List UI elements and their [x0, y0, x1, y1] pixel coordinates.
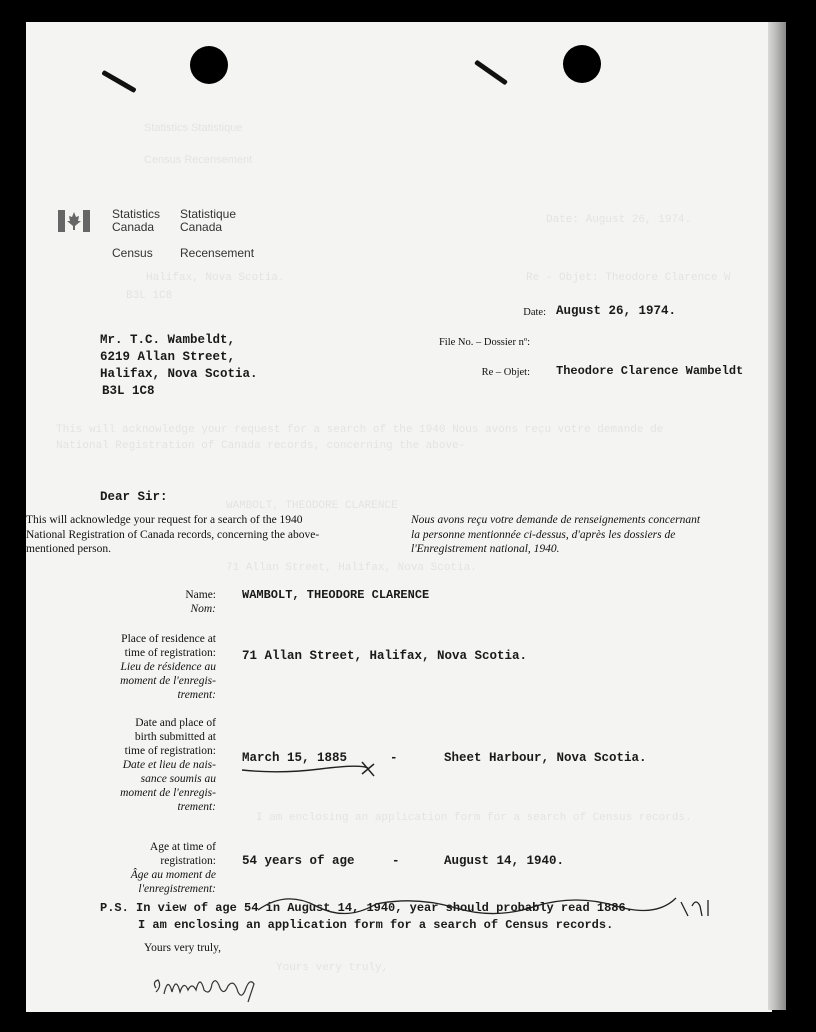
birth-label [46, 716, 216, 814]
staple-mark-left [101, 70, 136, 93]
letterhead-en-line3: Census [112, 246, 153, 260]
name-label [66, 588, 216, 616]
handwritten-signature-icon [150, 966, 280, 1006]
residence-label-en: time of registration: [124, 647, 216, 659]
birth-label-en: time of registration: [124, 745, 216, 757]
intro-french [411, 513, 751, 557]
intro-fr-line: Nous avons reçu votre demande de renseignements concernant [411, 514, 701, 526]
postscript-line1: P.S. In view of age 54 in August 14, 1940, year should probably read 1886. [100, 901, 633, 915]
residence-label-fr: trement: [177, 689, 216, 701]
birth-label-fr: moment de l'enregis- [120, 787, 216, 799]
residence-label [46, 632, 216, 702]
re-label: Re – Objet: [481, 367, 530, 378]
staple-mark-right [474, 60, 508, 86]
recipient-line1: Mr. T.C. Wambeldt, [100, 333, 236, 347]
birth-date-value: March 15, 1885 [242, 751, 348, 765]
name-label-en: Name: [185, 589, 216, 601]
page-stack-edge [768, 22, 786, 1010]
salutation: Dear Sir: [100, 490, 168, 504]
canada-flag-icon [58, 210, 90, 232]
age-value: 54 years of age [242, 854, 355, 868]
residence-label-fr: moment de l'enregis- [120, 675, 216, 687]
letterhead-fr-line1: Statistique [180, 207, 237, 221]
age-dash: - [392, 854, 400, 868]
closing: Yours very truly, [144, 942, 221, 954]
birth-label-fr: sance soumis au [140, 773, 216, 785]
age-label-fr: Âge au moment de [130, 869, 216, 881]
birth-label-en: birth submitted at [134, 731, 216, 743]
intro-fr-line: la personne mentionnée ci-dessus, d'après les dossiers de [411, 528, 676, 541]
letterhead-fr-line2: Canada [180, 220, 223, 234]
handwritten-scribble-mark [256, 888, 716, 928]
letterhead-fr-line3: Recensement [180, 246, 255, 260]
birth-dash: - [390, 751, 398, 765]
intro-en-line: National Registration of Canada records, concerning the above- [26, 528, 320, 541]
recipient-line4: B3L 1C8 [102, 384, 155, 398]
birth-place-value: Sheet Harbour, Nova Scotia. [444, 751, 647, 765]
postscript-line2: I am enclosing an application form for a search of Census records. [138, 918, 614, 932]
intro-fr-line: l'Enregistrement national, 1940. [411, 543, 560, 555]
letterhead-en-line2: Canada [112, 220, 155, 234]
recipient-line2: 6219 Allan Street, [100, 350, 236, 364]
letterhead-en-line1: Statistics [112, 207, 161, 221]
age-label-fr: l'enregistrement: [138, 883, 216, 895]
birth-label-fr: Date et lieu de nais- [122, 759, 216, 771]
residence-label-fr: Lieu de résidence au [120, 661, 216, 673]
recipient-line3: Halifax, Nova Scotia. [100, 367, 258, 381]
name-value: WAMBOLT, THEODORE CLARENCE [242, 588, 430, 602]
age-date-value: August 14, 1940. [444, 854, 565, 868]
handwritten-underline-mark [240, 758, 390, 782]
age-label-en: Age at time of [149, 841, 216, 853]
recipient-address [100, 332, 258, 400]
intro-en-line: mentioned person. [26, 543, 111, 555]
birth-label-en: Date and place of [135, 717, 216, 729]
binder-hole-left [190, 46, 228, 84]
re-value: Theodore Clarence Wambeldt [556, 364, 744, 378]
age-label [46, 840, 216, 896]
date-value: August 26, 1974. [556, 304, 677, 318]
intro-english [26, 513, 396, 557]
name-label-fr: Nom: [190, 603, 216, 615]
file-number-label: File No. – Dossier nº: [438, 337, 530, 348]
letterhead [58, 208, 318, 268]
residence-value: 71 Allan Street, Halifax, Nova Scotia. [242, 649, 528, 663]
age-label-en: registration: [160, 855, 216, 867]
birth-label-fr: trement: [177, 801, 216, 813]
binder-hole-right [563, 45, 601, 83]
intro-en-line: This will acknowledge your request for a search of the 1940 [26, 514, 303, 526]
date-label: Date: [523, 307, 546, 318]
residence-label-en: Place of residence at [121, 633, 216, 645]
letter-page: Statistics Statistique Census Recensement Date: August 26, 1974. Halifax, Nova Scotia. B3L 1C8 Re - Objet: Theodore Clarence W This will acknowledge your request for a search of the 1940 Nous avons reçu votre demande de National Registration of Canada records, concerning the above- WAMBOLT, THEODORE CLARENCE 71 Allan Street, Halifax, Nova Scotia. I am enclosing an application form for a search of Census records. Yours very truly, Statistics Canada Statistique Canada Census Recensement Date: August 26, 1974. File No. – Dossier nº: Re – Objet: Theodore Clarence Wambeldt Mr. T.C. Wambeldt, 6219 Allan Street, Halifax, Nova Scotia. B3L 1C8 Dear Sir: This will acknowledge your request for a search of the 1940 National Registration of Canada records, concerning the above- mentioned person. Nous avons reçu votre demande de renseignements concernant la personne mentionnée ci-dessus, d'après les dossiers de l'Enregistrement national, 1940. Name: Nom: WAMBOLT, THEODORE CLARENCE Place of residence at time of registration: Lieu de résidence au moment de l'enregis- trement: 71 Allan Street, Halifax, Nova Scotia. Date and place of birth submitted at time of registration: Date et lieu de nais- sance soumis au moment de l'enregis- trement: March 15, 1885 - Sheet Harbour, Nova Scotia. Age at time of registration: Âge au moment de l'enregistrement: 54 years of age - August 14, 1940. P.S. In view of age 54 in August 14, 1940, year should probably read 1886. I am enclosing an application form for a search of Census records. Yours very truly, [26, 22, 772, 1012]
